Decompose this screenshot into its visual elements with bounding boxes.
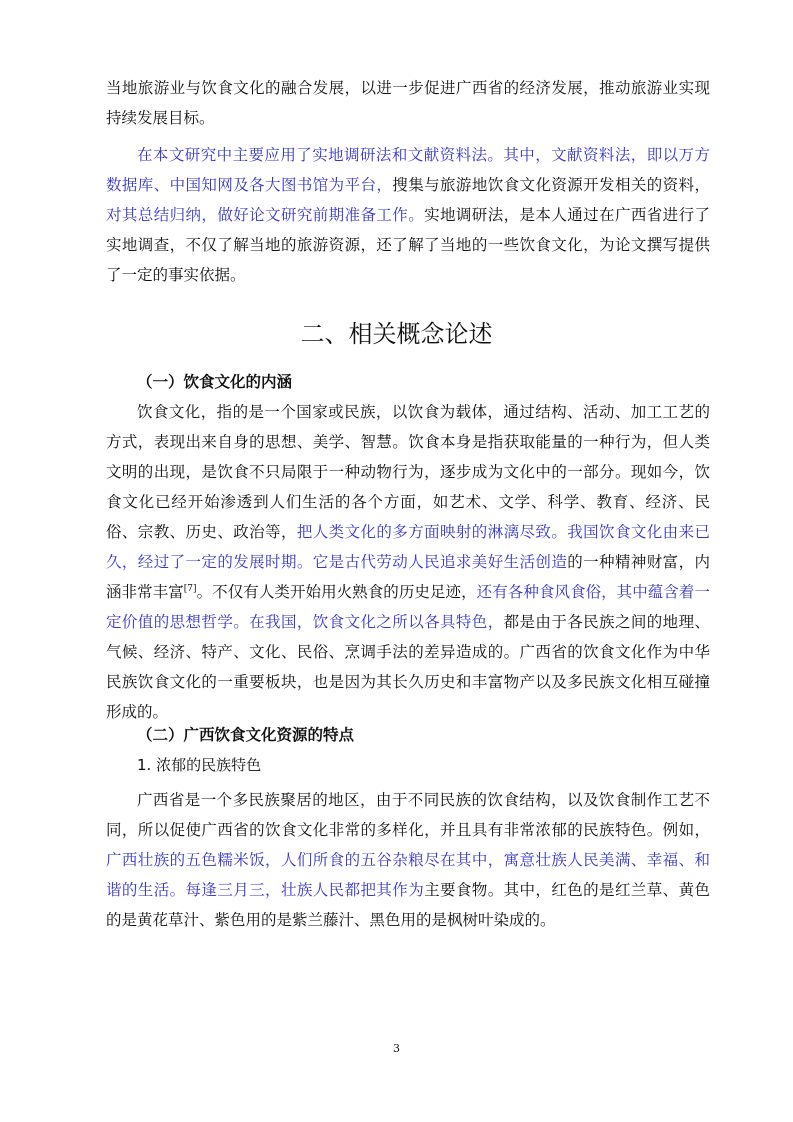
body-text: 。不仅有人类开始用火熟食的历史足迹，: [196, 583, 477, 601]
subsection-title-guangxi-features: （二）广西饮食文化资源的特点: [137, 726, 355, 744]
body-text: 搜集与旅游地饮食文化资源开发相关的资料，: [392, 176, 710, 194]
body-text: 主要食物。其中，红色的是红兰草、黄色的是黄花草汁、紫色用的是紫兰藤汁、黑色用的是枫树叶染成的。: [106, 881, 710, 929]
paragraph-guangxi-features: [106, 785, 710, 935]
body-text: 的一种精神财富，内涵非常丰富: [106, 553, 710, 601]
section-title: 二、相关概念论述: [300, 320, 493, 348]
highlighted-text: 广西壮族的五色糯米饭，人们所食的五谷杂粮尽在其中，寓意壮族人民美满、幸福、和谐的生活。每逢三月三，壮族人民都把其作为: [106, 851, 710, 899]
paragraph-research-methods: [106, 140, 710, 290]
body-text: 广西省是一个多民族聚居的地区，由于不同民族的饮食结构，以及饮食制作工艺不同，所以促使广西省的饮食文化非常的多样化，并且具有非常浓郁的民族特色。例如，: [106, 791, 710, 839]
subsection-title-food-culture: （一）饮食文化的内涵: [137, 373, 293, 391]
highlighted-text: 在本文研究中主要应用了实地调研法和文献资料法。其中，文献资料法，即以万方数据库、中国知网及各大图书馆为平台，: [106, 146, 710, 194]
body-text: 当地旅游业与饮食文化的融合发展，以进一步促进广西省的经济发展，推动旅游业实现持续发展目标。: [106, 79, 710, 127]
body-text: 饮食文化，指的是一个国家或民族，以饮食为载体，通过结构、活动、加工工艺的方式，表现出来自身的思想、美学、智慧。饮食本身是指获取能量的一种行为，但人类文明的出现，是饮食不只局限于一种动物行为，逐步成为文化中的一部分。现如今，饮食文化已经开始渗透到人们生活的各个方面，如艺术、文学、科学、教育、经济、民俗、宗教、历史、政治等，: [106, 403, 710, 541]
page-number: 3: [393, 1042, 400, 1055]
citation-ref: [7]: [183, 583, 197, 594]
body-text: 实地调研法，是本人通过在广西省进行了实地调查，不仅了解当地的旅游资源，还了解了当地的一些饮食文化，为论文撰写提供了一定的事实依据。: [106, 206, 710, 284]
highlighted-text: 对其总结归纳，做好论文研究前期准备工作。: [106, 206, 425, 224]
paragraph-food-culture: [106, 397, 710, 727]
list-heading-ethnic-features: 1. 浓郁的民族特色: [137, 756, 262, 774]
body-text: 都是由于各民族之间的地理、气候、经济、特产、文化、民俗、烹调手法的差异造成的。广西省的饮食文化作为中华民族饮食文化的一重要板块，也是因为其长久历史和丰富物产以及多民族文化相互碰撞形成的。: [106, 613, 710, 721]
highlighted-text: 把人类文化的多方面映射的淋漓尽致。我国饮食文化由来已久，经过了一定的发展时期。它是古代劳动人民追求美好生活创造: [106, 523, 710, 571]
highlighted-text: 还有各种食风食俗，其中蕴含着一定价值的思想哲学。在我国，饮食文化之所以各具特色，: [106, 583, 710, 631]
paragraph-continuation: [106, 73, 710, 133]
